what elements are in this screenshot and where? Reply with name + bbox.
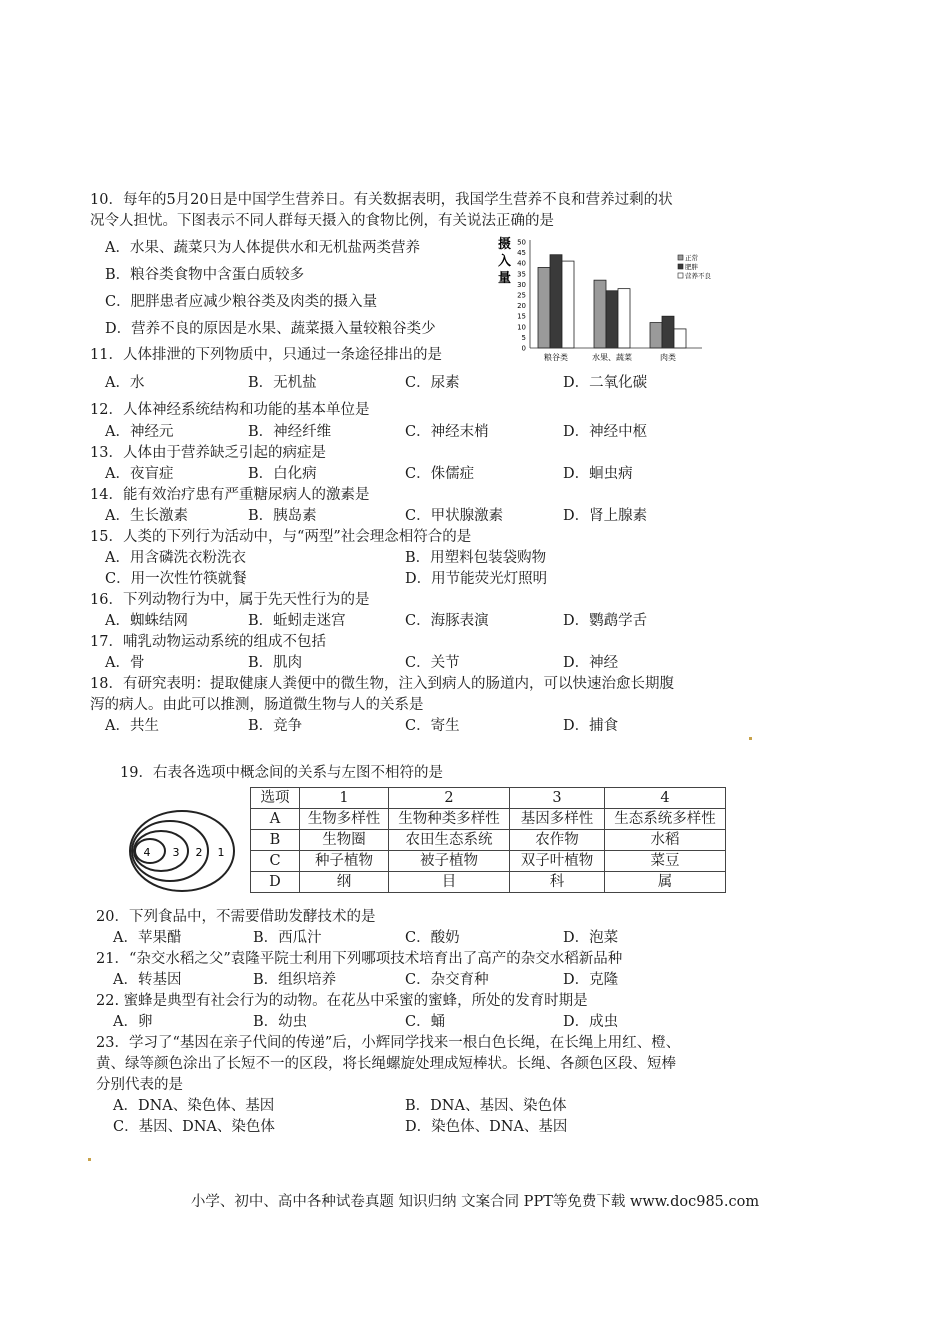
- q14-stem: 14．能有效治疗患有严重糖尿病人的激素是: [90, 487, 370, 503]
- chart-y-tick-label: 35: [517, 270, 526, 279]
- table-cell: 生物多样性: [300, 809, 389, 830]
- chart-x-tick-label: 水果、蔬菜: [592, 353, 632, 362]
- chart-x-tick-label: 肉类: [660, 353, 676, 362]
- chart-bar: [562, 261, 574, 348]
- circle-label-3: 3: [172, 846, 180, 859]
- table-cell: 种子植物: [300, 851, 389, 872]
- q18-option-a: A．共生: [105, 718, 159, 734]
- chart-legend-label: 正常: [685, 254, 698, 262]
- chart-y-axis-label: [498, 236, 511, 286]
- q13-option-c: C．侏儒症: [405, 466, 475, 482]
- decorative-dot: [88, 1158, 91, 1161]
- chart-y-tick-label: 0: [521, 344, 526, 353]
- q23-option-a: A．DNA、染色体、基因: [113, 1098, 275, 1114]
- q11-stem: 11．人体排泄的下列物质中，只通过一条途径排出的是: [90, 347, 442, 363]
- q12-option-a: A．神经元: [105, 424, 174, 440]
- chart-bar: [594, 280, 606, 348]
- concept-table: [250, 787, 726, 893]
- chart-y-tick-label: 50: [517, 238, 526, 247]
- q14-option-b: B．胰岛素: [248, 508, 317, 524]
- chart-y-tick-label: 10: [517, 323, 526, 332]
- q18-option-d: D．捕食: [563, 718, 619, 734]
- chart-y-tick-label: 5: [521, 333, 526, 342]
- table-cell: 科: [510, 872, 605, 893]
- q13-option-a: A．夜盲症: [105, 466, 174, 482]
- table-cell: 生物圈: [300, 830, 389, 851]
- q21-option-d: D．克隆: [563, 972, 619, 988]
- q16-option-a: A．蜘蛛结网: [105, 613, 188, 629]
- table-row: [251, 830, 726, 851]
- q10-stem-line2: 况令人担忧。下图表示不同人群每天摄入的食物比例，有关说法正确的是: [90, 213, 554, 229]
- q17-option-d: D．神经: [563, 655, 619, 671]
- q23-stem-line1: 23．学习了“基因在亲子代间的传递”后，小辉同学找来一根白色长绳，在长绳上用红、橙、: [96, 1035, 681, 1051]
- q15-option-d: D．用节能荧光灯照明: [405, 571, 548, 587]
- chart-bar: [618, 289, 630, 348]
- q13-stem: 13．人体由于营养缺乏引起的病症是: [90, 445, 326, 461]
- q15-stem: 15．人类的下列行为活动中，与“两型”社会理念相符合的是: [90, 529, 472, 545]
- table-cell: 目: [389, 872, 510, 893]
- q18-stem-line1: 18．有研究表明：提取健康人粪便中的微生物，注入到病人的肠道内，可以快速治愈长期腹: [90, 676, 674, 692]
- q13-option-d: D．蛔虫病: [563, 466, 633, 482]
- nested-concept-circles-diagram: [126, 807, 238, 895]
- chart-bar: [606, 291, 618, 348]
- chart-y-tick-label: 40: [517, 259, 526, 268]
- table-header-cell: 2: [389, 788, 510, 809]
- table-header-row: [251, 788, 726, 809]
- circle-label-2: 2: [195, 846, 203, 859]
- chart-y-tick-label: 15: [517, 312, 526, 321]
- table-cell: A: [251, 809, 300, 830]
- q14-option-a: A．生长激素: [105, 508, 188, 524]
- q23-option-d: D．染色体、DNA、基因: [405, 1119, 568, 1135]
- q21-option-c: C．杂交育种: [405, 972, 489, 988]
- q17-option-c: C．关节: [405, 655, 460, 671]
- chart-legend-swatch: [678, 273, 683, 278]
- chart-y-tick-label: 20: [517, 302, 526, 311]
- q11-option-c: C．尿素: [405, 375, 460, 391]
- q22-option-c: C．蛹: [405, 1014, 446, 1030]
- chart-ylabel-char: 入: [498, 254, 512, 269]
- chart-y-tick-label: 25: [517, 291, 526, 300]
- q12-option-c: C．神经末梢: [405, 424, 489, 440]
- food-intake-bar-chart: [492, 234, 732, 366]
- q21-stem: 21．“杂交水稻之父”袁隆平院士利用下列哪项技术培育出了高产的杂交水稻新品种: [96, 951, 623, 967]
- q22-option-b: B．幼虫: [253, 1014, 308, 1030]
- table-cell: B: [251, 830, 300, 851]
- chart-y-tick-label: 30: [517, 280, 526, 289]
- table-header-cell: 3: [510, 788, 605, 809]
- q22-stem: 22. 蜜蜂是典型有社会行为的动物。在花丛中采蜜的蜜蜂，所处的发育时期是: [96, 993, 588, 1009]
- q18-stem-line2: 泻的病人。由此可以推测，肠道微生物与人的关系是: [90, 697, 424, 713]
- q20-option-d: D．泡菜: [563, 930, 619, 946]
- table-cell: 基因多样性: [510, 809, 605, 830]
- q16-option-d: D．鹦鹉学舌: [563, 613, 648, 629]
- table-cell: 菜豆: [605, 851, 726, 872]
- q12-stem: 12．人体神经系统结构和功能的基本单位是: [90, 402, 370, 418]
- table-header-cell: 1: [300, 788, 389, 809]
- chart-ylabel-char: 量: [498, 271, 512, 286]
- table-cell: D: [251, 872, 300, 893]
- table-row: [251, 851, 726, 872]
- q22-option-a: A．卵: [113, 1014, 153, 1030]
- q16-option-c: C．海豚表演: [405, 613, 489, 629]
- q15-option-c: C．用一次性竹筷就餐: [105, 571, 247, 587]
- chart-bar: [538, 267, 550, 348]
- chart-bar: [674, 329, 686, 348]
- q15-option-b: B．用塑料包装袋购物: [405, 550, 547, 566]
- q13-option-b: B．白化病: [248, 466, 317, 482]
- q14-option-d: D．肾上腺素: [563, 508, 648, 524]
- table-header-cell: 4: [605, 788, 726, 809]
- table-cell: 属: [605, 872, 726, 893]
- chart-legend-swatch: [678, 264, 683, 269]
- table-cell: C: [251, 851, 300, 872]
- chart-x-tick-label: 粮谷类: [544, 353, 568, 362]
- chart-ylabel-char: 摄: [498, 237, 512, 252]
- q18-option-c: C．寄生: [405, 718, 460, 734]
- q10-option-b: B．粮谷类食物中含蛋白质较多: [105, 267, 305, 283]
- q16-stem: 16．下列动物行为中，属于先天性行为的是: [90, 592, 370, 608]
- footer-text: 小学、初中、高中各种试卷真题 知识归纳 文案合同 PPT等免费下载 www.doc985.com: [190, 1194, 760, 1210]
- q21-option-b: B．组织培养: [253, 972, 337, 988]
- chart-bar: [650, 323, 662, 348]
- q17-option-a: A．骨: [105, 655, 145, 671]
- q12-option-b: B．神经纤维: [248, 424, 332, 440]
- chart-y-tick-label: 45: [517, 249, 526, 258]
- table-cell: 农作物: [510, 830, 605, 851]
- q10-option-d: D．营养不良的原因是水果、蔬菜摄入量较粮谷类少: [105, 321, 436, 337]
- q11-option-d: D．二氧化碳: [563, 375, 648, 391]
- table-row: [251, 872, 726, 893]
- q22-option-d: D．成虫: [563, 1014, 619, 1030]
- q18-option-b: B．竞争: [248, 718, 303, 734]
- q15-option-a: A．用含磷洗衣粉洗衣: [105, 550, 246, 566]
- table-cell: 纲: [300, 872, 389, 893]
- table-cell: 生物种类多样性: [389, 809, 510, 830]
- chart-legend-label: 营养不良: [685, 272, 711, 280]
- q17-stem: 17．哺乳动物运动系统的组成不包括: [90, 634, 326, 650]
- table-cell: 双子叶植物: [510, 851, 605, 872]
- q17-option-b: B．肌肉: [248, 655, 303, 671]
- q23-stem-line2: 黄、绿等颜色涂出了长短不一的区段，将长绳螺旋处理成短棒状。长绳、各颜色区段、短棒: [96, 1056, 676, 1072]
- table-row: [251, 809, 726, 830]
- q12-option-d: D．神经中枢: [563, 424, 648, 440]
- q11-option-b: B．无机盐: [248, 375, 317, 391]
- q19-stem: 19．右表各选项中概念间的关系与左图不相符的是: [120, 765, 443, 781]
- table-header-cell: 选项: [251, 788, 300, 809]
- q20-option-b: B．西瓜汁: [253, 930, 322, 946]
- q23-option-c: C．基因、DNA、染色体: [113, 1119, 275, 1135]
- q11-option-a: A．水: [105, 375, 145, 391]
- chart-legend-swatch: [678, 255, 683, 260]
- q21-option-a: A．转基因: [113, 972, 182, 988]
- decorative-dot: [749, 737, 752, 740]
- chart-legend-label: 肥胖: [685, 263, 698, 271]
- table-cell: 农田生态系统: [389, 830, 510, 851]
- circle-label-4: 4: [143, 846, 151, 859]
- table-cell: 生态系统多样性: [605, 809, 726, 830]
- table-cell: 水稻: [605, 830, 726, 851]
- q14-option-c: C．甲状腺激素: [405, 508, 504, 524]
- q16-option-b: B．蚯蚓走迷宫: [248, 613, 346, 629]
- q10-option-c: C．肥胖患者应减少粮谷类及肉类的摄入量: [105, 294, 378, 310]
- q10-stem-line1: 10．每年的5月20日是中国学生营养日。有关数据表明，我国学生营养不良和营养过剩的状: [90, 192, 673, 208]
- q20-option-a: A．苹果醋: [113, 930, 182, 946]
- circle-3: [134, 831, 188, 871]
- q10-option-a: A．水果、蔬菜只为人体提供水和无机盐两类营养: [105, 240, 420, 256]
- chart-bar: [662, 316, 674, 348]
- circle-label-1: 1: [217, 846, 225, 859]
- chart-bar: [550, 255, 562, 348]
- q20-option-c: C．酸奶: [405, 930, 460, 946]
- q20-stem: 20．下列食品中，不需要借助发酵技术的是: [96, 909, 376, 925]
- q23-stem-line3: 分别代表的是: [96, 1077, 183, 1093]
- q23-option-b: B．DNA、基因、染色体: [405, 1098, 567, 1114]
- table-cell: 被子植物: [389, 851, 510, 872]
